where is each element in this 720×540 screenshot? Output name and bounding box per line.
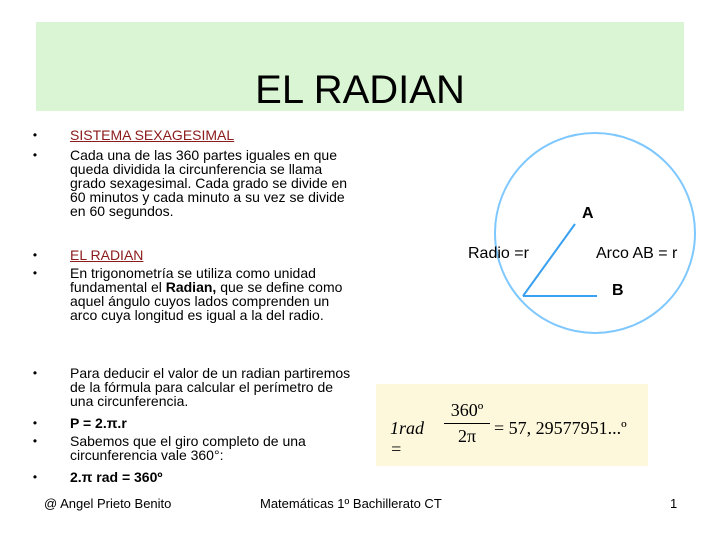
footer-course: Matemáticas 1º Bachillerato CT	[260, 496, 442, 511]
bullet-dot: •	[32, 148, 38, 162]
label-arc: Arco AB = r	[596, 245, 678, 262]
deduction-intro: Para deducir el valor de un radian partiremos de la fórmula para calcular el perímetro de una circunferencia.	[70, 365, 351, 409]
bullet-dot: •	[32, 366, 38, 380]
formula-lhs: 1rad =	[390, 418, 425, 459]
formula-box	[376, 384, 648, 466]
circle	[495, 133, 695, 333]
heading-sexagesimal: SISTEMA SEXAGESIMAL	[70, 127, 235, 143]
bullet-dot: •	[32, 434, 38, 448]
formula-fraction	[444, 400, 490, 447]
full-turn-equation: 2.π rad = 360º	[70, 469, 163, 485]
formula-denominator: 2π	[457, 426, 477, 446]
footer-author: @ Angel Prieto Benito	[44, 496, 172, 511]
bullet-dot: •	[32, 470, 38, 484]
label-point-a: A	[582, 205, 594, 222]
radian-bold: Radian,	[165, 279, 217, 295]
formula-numerator: 360º	[444, 400, 490, 424]
slide-title: EL RADIAN	[255, 68, 465, 112]
bullet-dot: •	[32, 266, 38, 280]
label-radius: Radio =r	[468, 245, 529, 262]
bullet-dot: •	[32, 416, 38, 430]
sexagesimal-definition: Cada una de las 360 partes iguales en que queda dividida la circunferencia se llama grado sexagesimal. Cada grado se divide en 60 minutos y cada minuto a su vez se divide en 60 segundos.	[70, 147, 348, 219]
bullet-dot: •	[32, 128, 38, 142]
full-turn-text: Sabemos que el giro completo de una circunferencia vale 360°:	[70, 433, 306, 463]
label-point-b: B	[612, 282, 624, 299]
footer-page-number: 1	[670, 496, 678, 511]
radius-line-a	[523, 224, 575, 296]
heading-radian: EL RADIAN	[70, 247, 144, 263]
bullet-dot: •	[32, 248, 38, 262]
perimeter-formula: P = 2.π.r	[70, 415, 127, 431]
formula-rhs: = 57, 29577951...º	[494, 418, 627, 438]
radian-definition: En trigonometría se utiliza como unidad fundamental el Radian, que se define como aquel ángulo cuyos lados comprenden un arco cuya longitud es igual a la del radio.	[70, 265, 343, 323]
